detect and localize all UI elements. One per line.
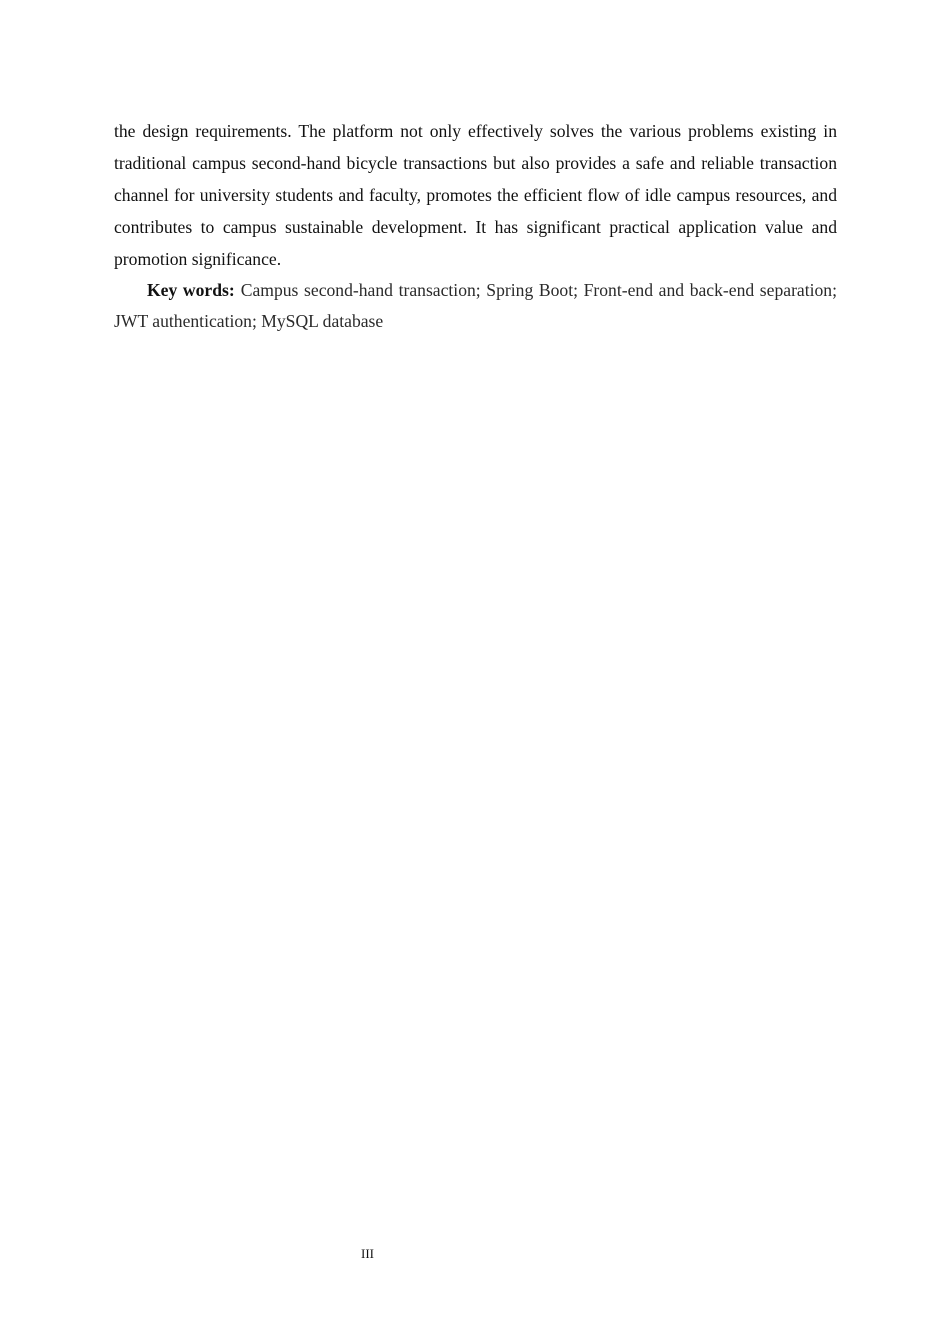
abstract-paragraph: the design requirements. The platform not only effectively solves the various problems existing in traditional campus second-hand bicycle transactions but also provides a safe and reliable transaction channel for university students and faculty, promotes the efficient flow of idle campus resources, and contributes to campus sustainable development. It has significant practical application value and promotion significance. [114, 121, 837, 269]
keywords-text: Campus second-hand transaction; Spring Boot; Front-end and back-end separation; JWT authentication; MySQL database [114, 280, 837, 331]
keywords-label: Key words: [147, 280, 235, 300]
keywords-paragraph [114, 275, 837, 337]
page-number: III [361, 1246, 374, 1261]
